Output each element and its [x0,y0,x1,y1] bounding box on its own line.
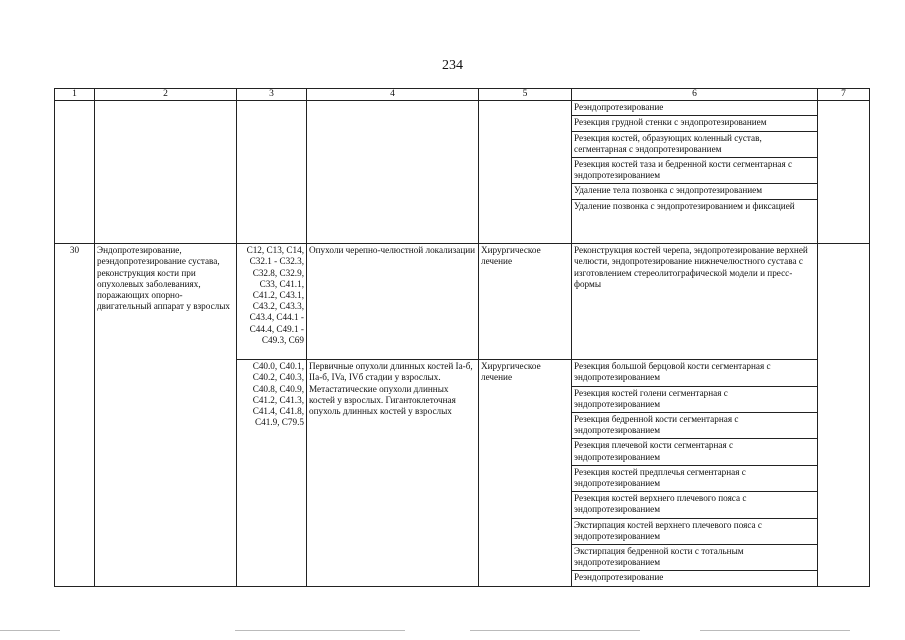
treatment-table [54,88,870,587]
method-item: Экстирпация костей верхнего плечевого пояса с эндопротезированием [572,519,817,545]
header-row [55,89,870,101]
icd-codes: C12, C13, C14, C32.1 - C32.3, C32.8, C32.9, C33, C41.1, C41.2, C43.1, C43.2, C43.3, C43.4, C44.1 - C44.4, C49.1 - C49.3, C69 [237,244,307,360]
col-header-3: 3 [237,89,307,101]
col-header-6: 6 [572,89,818,101]
method-item: Резекция костей таза и бедренной кости сегментарная с эндопротезированием [572,158,817,184]
icd-codes: C40.0, C40.1, C40.2, C40.3, C40.8, C40.9, C41.2, C41.3, C41.4, C41.8, C41.9, C79.5 [237,360,307,586]
method-item: Реэндопротезирование [572,101,817,116]
method-item: Реконструкция костей черепа, эндопротезирование верхней челюсти, эндопротезирование нижнечелюстного сустава с изготовлением стереолитографической модели и пресс-формы [574,245,808,289]
col-header-5: 5 [479,89,572,101]
method-item: Удаление тела позвонка с эндопротезированием [572,184,817,199]
method-item: Резекция плечевой кости сегментарная с эндопротезированием [572,439,817,465]
patient-model: Опухоли черепно-челюстной локализации [307,244,479,360]
method-item: Резекция большой берцовой кости сегментарная с эндопротезированием [572,360,817,386]
method-item: Резекция костей предплечья сегментарная с эндопротезированием [572,466,817,492]
page-number: 234 [442,58,463,73]
methods [572,360,818,586]
method-item: Резекция грудной стенки с эндопротезированием [572,116,817,131]
method-item: Удаление позвонка с эндопротезированием и фиксацией [574,200,795,211]
method-item: Экстирпация бедренной кости с тотальным эндопротезированием [572,545,817,571]
continuation-methods [572,101,818,244]
method-item: Резекция бедренной кости сегментарная с эндопротезированием [572,413,817,439]
col-header-2: 2 [95,89,237,101]
procedure-name: Эндопротезирование, реэндопротезирование сустава, реконструкция кости при опухолевых заболеваниях, поражающих опорно-двигательный аппарат у взрослых [95,244,237,586]
method-item: Резекция костей верхнего плечевого пояса с эндопротезированием [572,492,817,518]
treatment-type: Хирургическое лечение [479,244,572,360]
scan-edge-marks [0,630,905,636]
continuation-row [55,101,870,244]
col-header-1: 1 [55,89,95,101]
method-item: Резекция костей, образующих коленный сустав, сегментарная с эндопротезированием [572,132,817,158]
row-30-block-1 [55,244,870,360]
patient-model: Первичные опухоли длинных костей Ia-б, IIa-б, IVa, IVб стадии у взрослых. Метастатические опухоли длинных костей у взрослых. Гигантоклеточная опухоль длинных костей у взрослых [307,360,479,586]
col-header-7: 7 [818,89,870,101]
methods [572,244,818,360]
method-item: Резекция костей голени сегментарная с эндопротезированием [572,387,817,413]
method-item: Реэндопротезирование [574,572,664,583]
treatment-type: Хирургическое лечение [479,360,572,586]
col-header-4: 4 [307,89,479,101]
row-number: 30 [55,244,95,586]
